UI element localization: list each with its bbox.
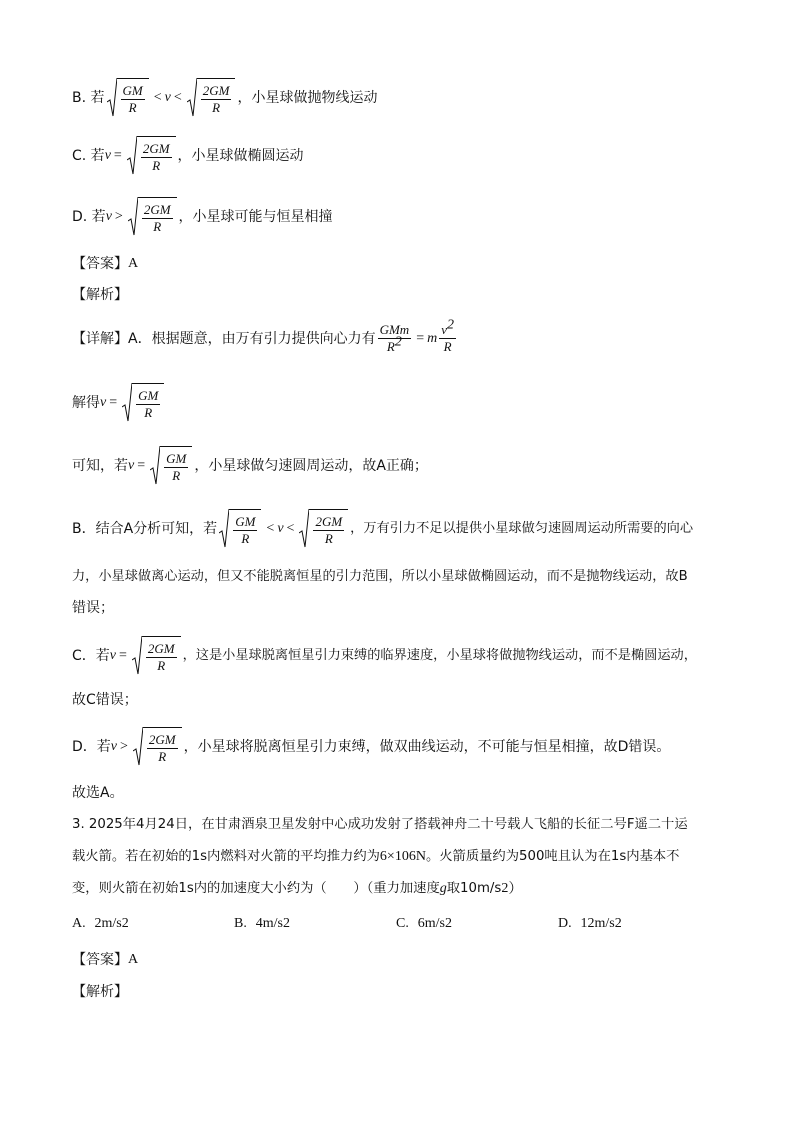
answer-line bbox=[72, 257, 138, 271]
question-3-line2: 载火箭。若在初始的1s内燃料对火箭的平均推力约为 6×10 6 N 。火箭质量约为500吨且认为在1s内基本不 bbox=[72, 849, 680, 865]
answer-tag: 【答案】 bbox=[72, 952, 128, 968]
analysis-tag: 【解析】 bbox=[72, 287, 128, 303]
question-3-line3: 变，则火箭在初始1s内的加速度大小约为（ ）（重力加速度 g 取10m/s 2 ） bbox=[72, 881, 523, 897]
q3-option-b: B. 4m/s 2 bbox=[234, 916, 290, 931]
radical-sign-icon bbox=[150, 446, 160, 486]
radical-sign-icon bbox=[187, 78, 197, 118]
q3-option-a: A. 2m/s 2 bbox=[72, 916, 129, 931]
explanation-c-line2: 故C错误； bbox=[72, 692, 138, 708]
answer-tag: 【答案】 bbox=[72, 256, 128, 272]
option-d: D. 若 v > $\frac{2GM}{R}$ ，小星球可能与恒星相撞 bbox=[72, 197, 333, 237]
option-b-text: ，小星球做抛物线运动 bbox=[237, 90, 378, 106]
explanation-b-line1: B．结合A分析可知，若 $\frac{GM}{R}$ < v < $\frac{2GM}{R}$ ，万有引力不足以提供小星球做匀速圆周运动所需要的向心 bbox=[72, 509, 693, 549]
frac-v2-over-r: $\frac{v^2}{R}$ bbox=[441, 317, 454, 354]
sqrt-2gm-over-r: $\frac{2GM}{R}$ bbox=[299, 509, 348, 549]
sqrt-2gm-over-r: $\frac{2GM}{R}$ bbox=[128, 197, 177, 237]
sqrt-gm-over-r: $\frac{GM}{R}$ bbox=[150, 446, 192, 486]
analysis-line bbox=[72, 288, 128, 302]
detail-intro: A．根据题意，由万有引力提供向心力有 bbox=[128, 330, 376, 347]
radical-sign-icon bbox=[132, 636, 142, 676]
radical-sign-icon bbox=[299, 509, 309, 549]
question-3-line1: 3. 2025年4月24日，在甘肃酒泉卫星发射中心成功发射了搭载神舟二十号载人飞船的长征二号F遥二十运 bbox=[72, 817, 688, 832]
solve-line: 解得 v = $\frac{GM}{R}$ bbox=[72, 383, 166, 423]
explanation-b-line3: 错误； bbox=[72, 600, 114, 616]
radical-sign-icon bbox=[127, 136, 137, 176]
conclusion-a-line: 可知，若 v = $\frac{GM}{R}$ ，小星球做匀速圆周运动，故A正确； bbox=[72, 446, 428, 486]
radical-sign-icon bbox=[128, 197, 138, 237]
sqrt-2gm-over-r: $\frac{2GM}{R}$ bbox=[132, 636, 181, 676]
final-choice: 故选A。 bbox=[72, 785, 124, 801]
option-c: C. 若 v = $\frac{2GM}{R}$ ，小星球做椭圆运动 bbox=[72, 136, 304, 176]
explanation-c-line1: C．若 v = $\frac{2GM}{R}$ ，这是小星球脱离恒星引力束缚的临界速度，小星球将做抛物线运动，而不是椭圆运动， bbox=[72, 636, 697, 676]
option-d-text: ，小星球可能与恒星相撞 bbox=[178, 209, 333, 225]
analysis-line-2 bbox=[72, 985, 128, 999]
sqrt-gm-over-r: $\frac{GM}{R}$ bbox=[219, 509, 261, 549]
option-c-label: C. 若 bbox=[72, 148, 105, 164]
radical-sign-icon bbox=[122, 383, 132, 423]
explanation-b-line2: 力，小星球做离心运动，但又不能脱离恒星的引力范围，所以小星球做椭圆运动，而不是抛物线运动，故B bbox=[72, 569, 688, 584]
option-b-label: B. 若 bbox=[72, 90, 105, 106]
answer-value: A bbox=[128, 952, 139, 967]
analysis-tag: 【解析】 bbox=[72, 984, 128, 1000]
option-c-text: ，小星球做椭圆运动 bbox=[177, 148, 304, 164]
radical-sign-icon bbox=[133, 727, 143, 767]
answer-line-2 bbox=[72, 953, 138, 967]
q3-option-c: C. 6m/s 2 bbox=[396, 916, 452, 931]
option-d-label: D. 若 bbox=[72, 209, 106, 225]
sqrt-gm-over-r: $\frac{GM}{R}$ bbox=[122, 383, 164, 423]
answer-value: A bbox=[128, 256, 139, 271]
frac-gmm-over-r2: $\frac{\text{GMm}}{R^2}$ bbox=[379, 322, 410, 354]
detail-tag: 【详解】 bbox=[72, 330, 128, 347]
sqrt-2gm-over-r: $\frac{2GM}{R}$ bbox=[187, 78, 236, 118]
sqrt-gm-over-r: $\frac{GM}{R}$ bbox=[107, 78, 149, 118]
radical-sign-icon bbox=[219, 509, 229, 549]
sqrt-2gm-over-r: $\frac{2GM}{R}$ bbox=[133, 727, 182, 767]
radical-sign-icon bbox=[107, 78, 117, 118]
explanation-d-line: D．若 v > $\frac{2GM}{R}$ ，小星球将脱离恒星引力束缚，做双曲线运动，不可能与恒星相撞，故D错误。 bbox=[72, 727, 670, 767]
detail-line: 【详解】 A．根据题意，由万有引力提供向心力有 $\frac{\text{GMm}}{R^2}$ = m $\frac{v^2}{R}$ bbox=[72, 317, 454, 354]
option-b: B. 若 $\frac{GM}{R}$ < v < $\frac{2GM}{R}$ ，小星球做抛物线运动 bbox=[72, 78, 377, 118]
sqrt-2gm-over-r: $\frac{2GM}{R}$ bbox=[127, 136, 176, 176]
q3-option-d: D. 12m/s 2 bbox=[558, 916, 622, 931]
